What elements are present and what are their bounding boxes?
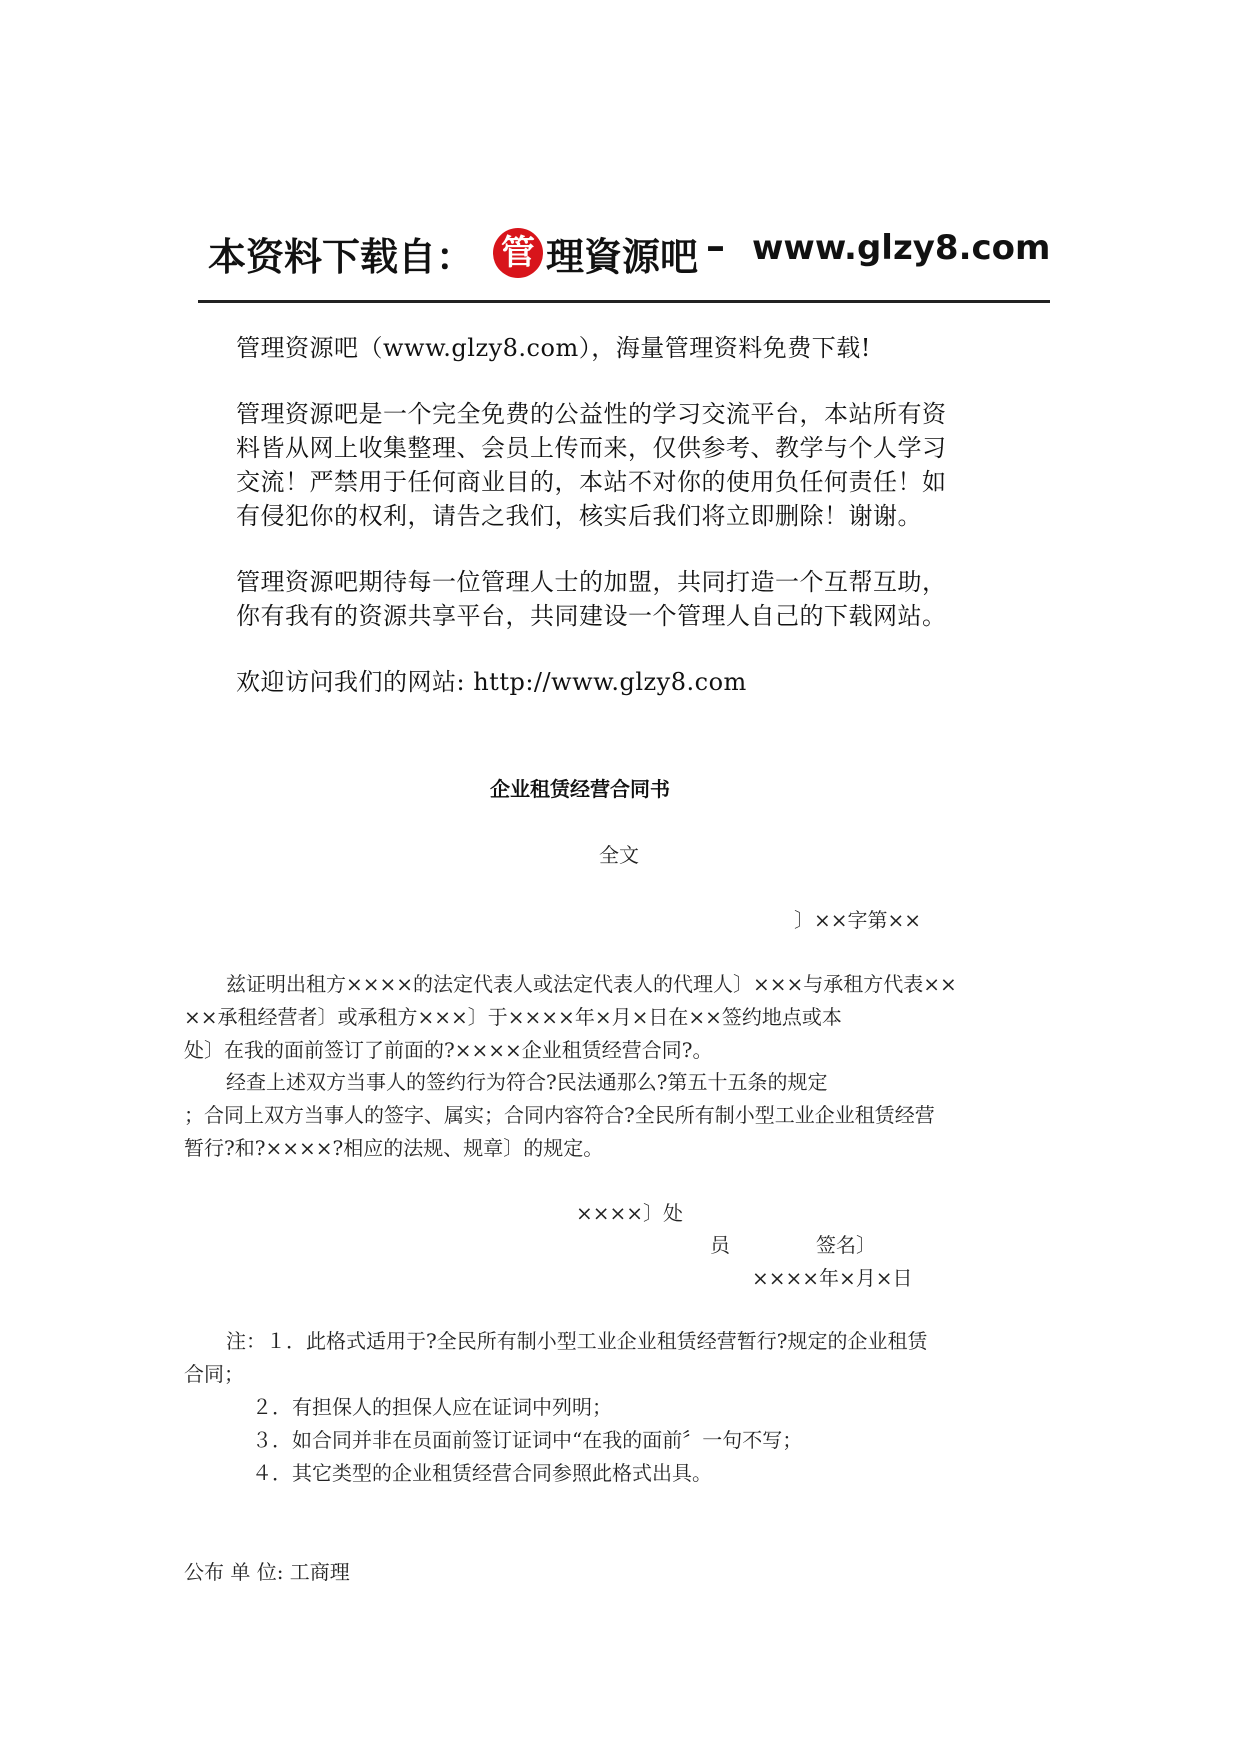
intro-para2-line3: 交流！严禁用于任何商业目的，本站不对你的使用负任何责任！如	[236, 468, 947, 496]
banner-site-name: 理資源吧	[546, 235, 699, 279]
intro-line1: 管理资源吧（www.glzy8.com），海量管理资料免费下载!	[236, 334, 871, 362]
logo-char: 管	[501, 233, 535, 273]
document-para1-line3: 处〕在我的面前签订了前面的?××××企业租赁经营合同?。	[184, 1038, 713, 1062]
note-line4: ３．如合同并非在员面前签订证词中“在我的面前〞一句不写；	[252, 1428, 803, 1452]
document-subtitle: 全文	[599, 843, 639, 867]
document-para1-line1: 兹证明出租方××××的法定代表人或法定代表人的代理人〕×××与承租方代表××	[226, 972, 957, 996]
banner-url[interactable]: www.glzy8.com	[752, 228, 1051, 268]
signature-office: ××××〕处	[576, 1201, 684, 1225]
intro-para2-line4: 有侵犯你的权利，请告之我们，核实后我们将立即删除！谢谢。	[236, 502, 922, 530]
document-para1-line2: ××承租经营者〕或承租方×××〕于××××年×月×日在××签约地点或本	[184, 1005, 842, 1029]
intro-welcome: 欢迎访问我们的网站: http://www.glzy8.com	[236, 668, 747, 696]
banner-prefix: 本资料下载自：	[208, 235, 475, 279]
document-para2-line2: ；合同上双方当事人的签字、属实；合同内容符合?全民所有制小型工业企业租赁经营	[184, 1103, 935, 1127]
signature-date: ××××年×月×日	[752, 1266, 913, 1290]
document-ref-no: 〕××字第××	[794, 908, 922, 932]
note-line1: 注：１．此格式适用于?全民所有制小型工业企业租赁经营暂行?规定的企业租赁	[226, 1329, 928, 1353]
header-divider	[198, 300, 1050, 303]
document-title: 企业租赁经营合同书	[490, 777, 670, 801]
document-para2-line3: 暂行?和?××××?相应的法规、规章〕的规定。	[184, 1136, 604, 1160]
intro-para2-line2: 料皆从网上收集整理、会员上传而来，仅供参考、教学与个人学习	[236, 434, 947, 462]
note-line2: 合同；	[184, 1362, 244, 1386]
signature-staff: 员	[710, 1233, 730, 1257]
document-para2-line1: 经查上述双方当事人的签约行为符合?民法通那么?第五十五条的规定	[226, 1070, 828, 1094]
publisher: 公布 单 位: 工商理	[184, 1560, 350, 1584]
note-line5: ４．其它类型的企业租赁经营合同参照此格式出具。	[252, 1461, 712, 1485]
signature-name: 签名〕	[816, 1233, 876, 1257]
intro-para3-line1: 管理资源吧期待每一位管理人士的加盟，共同打造一个互帮互助，	[236, 568, 947, 596]
intro-para3-line2: 你有我有的资源共享平台，共同建设一个管理人自己的下载网站。	[236, 602, 947, 630]
intro-para2-line1: 管理资源吧是一个完全免费的公益性的学习交流平台，本站所有资	[236, 400, 947, 428]
banner-dash: –	[706, 224, 725, 268]
note-line3: ２．有担保人的担保人应在证词中列明；	[252, 1395, 612, 1419]
